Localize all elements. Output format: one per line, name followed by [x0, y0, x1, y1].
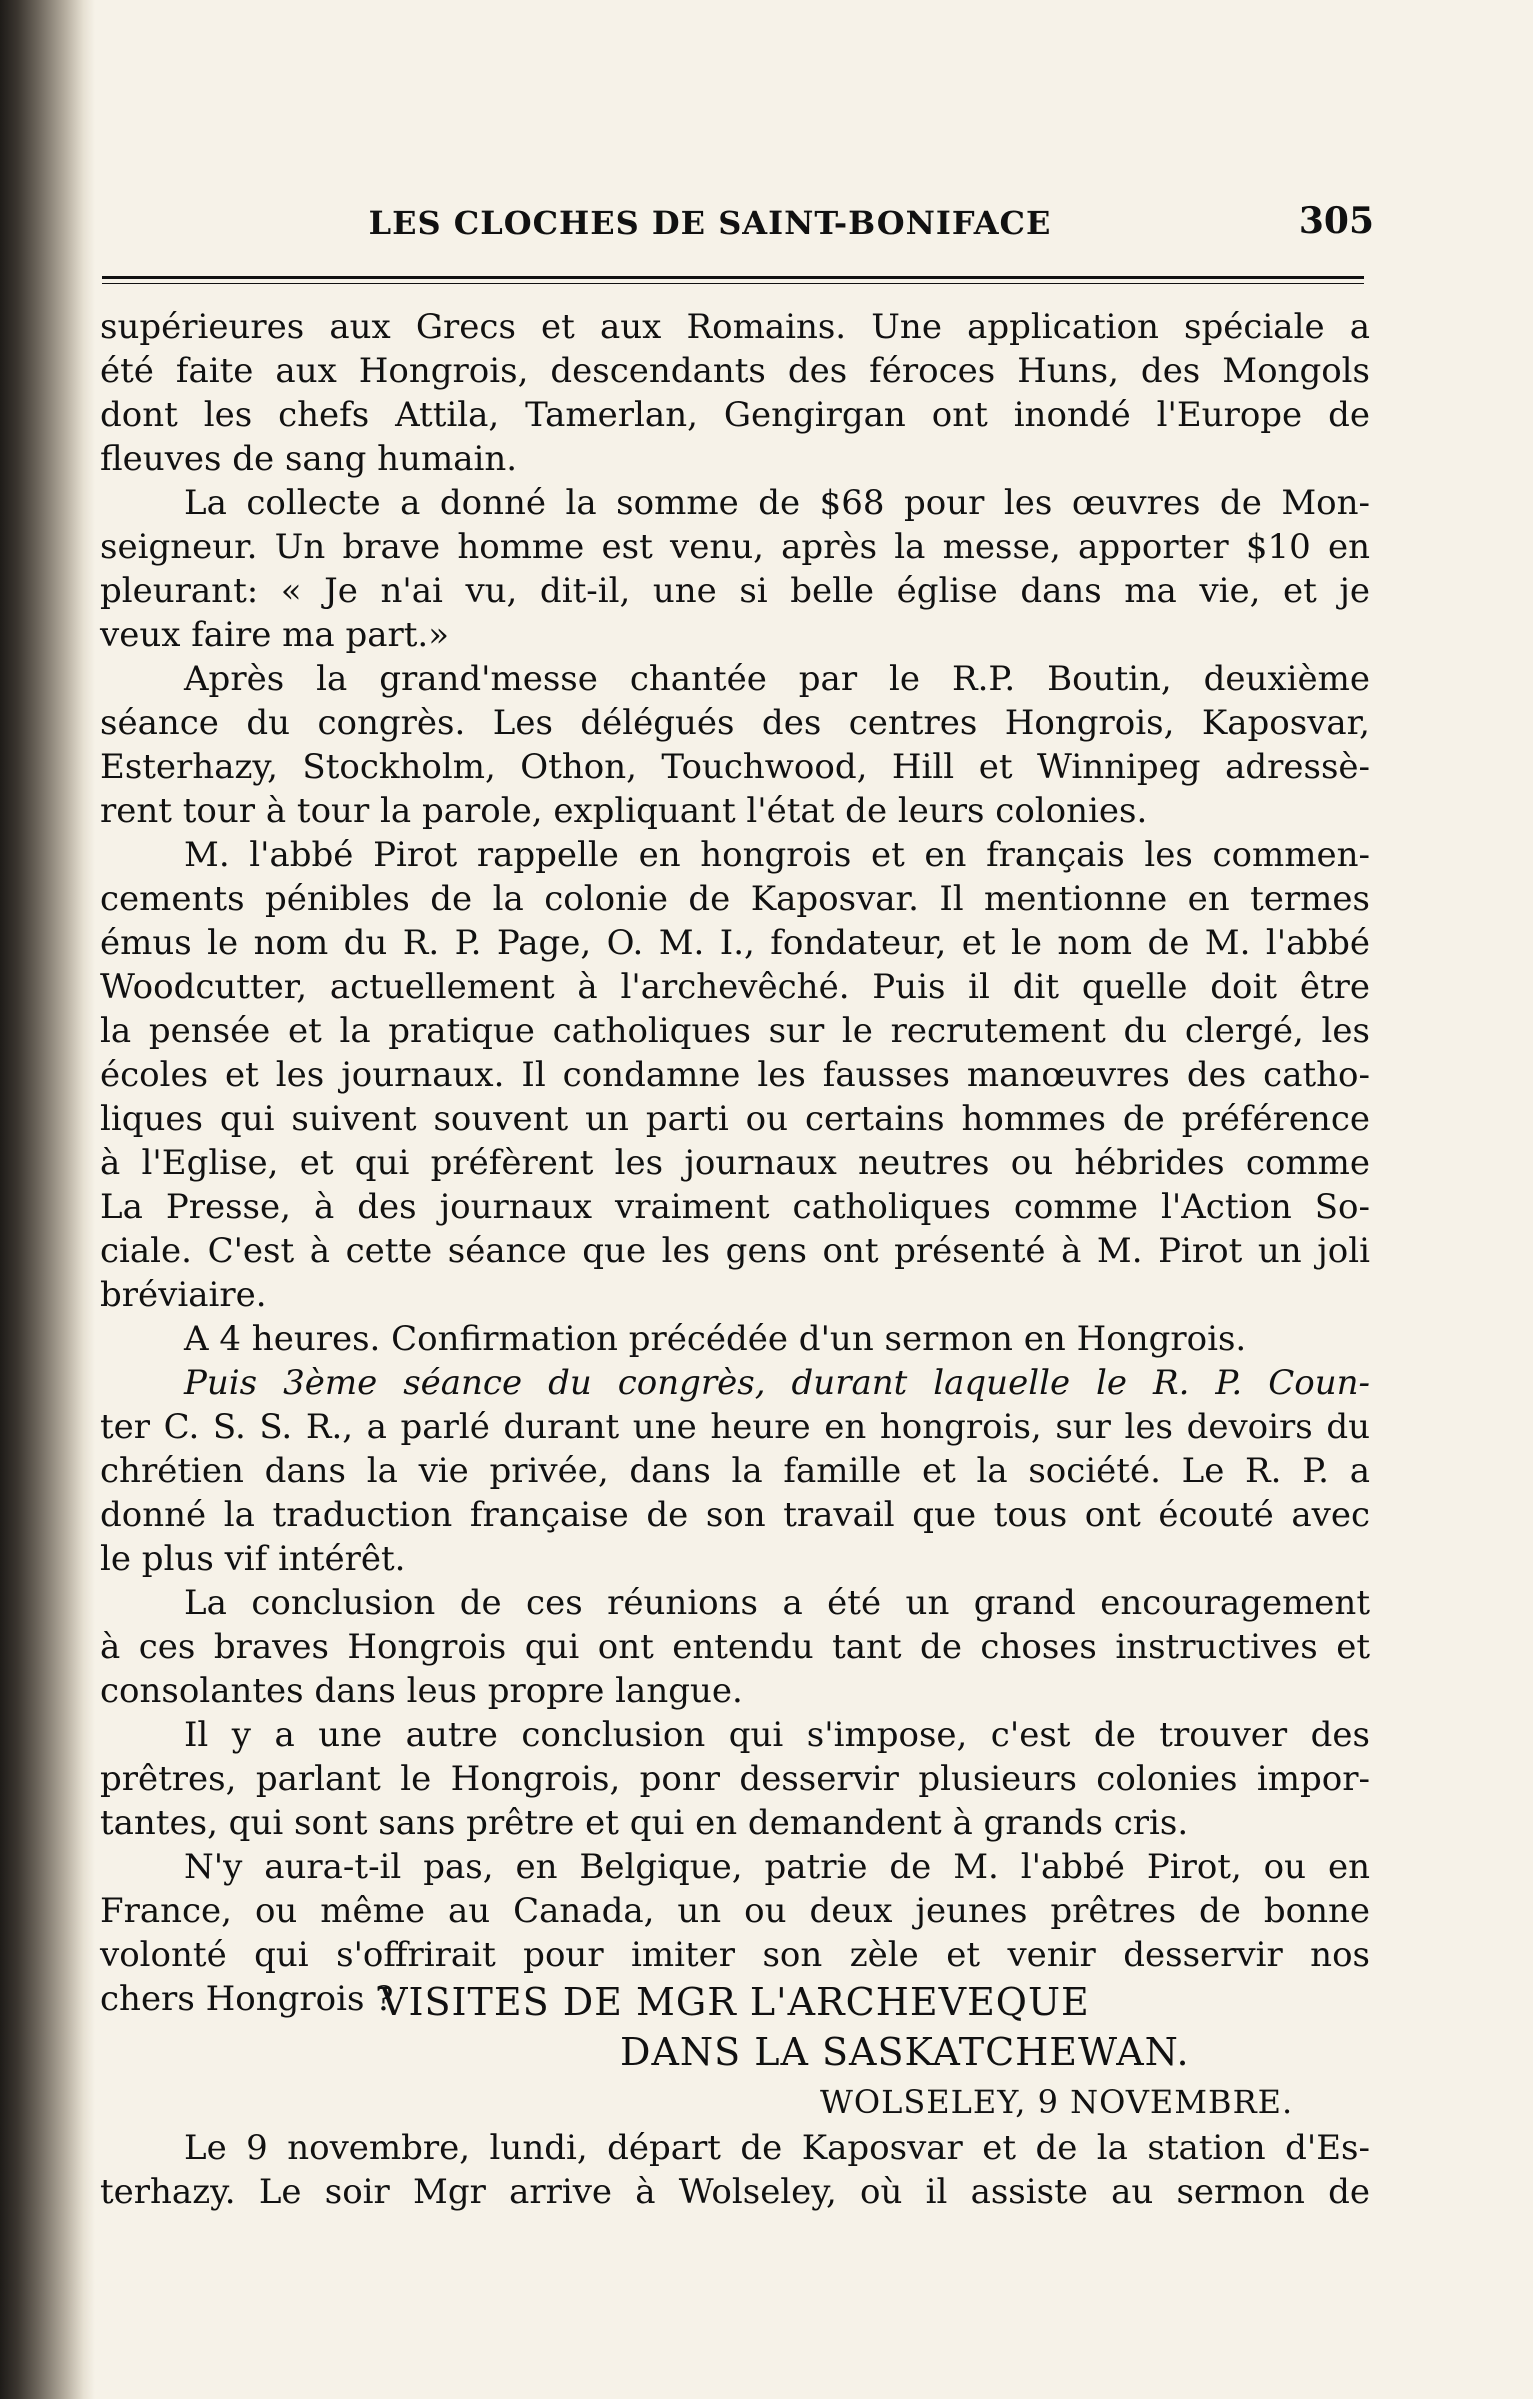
text-line: Le 9 novembre, lundi, départ de Kaposvar et de la station d'Es-: [184, 2128, 1370, 2168]
text-line: le plus vif intérêt.: [100, 1539, 406, 1579]
binding-shadow: [0, 0, 95, 2399]
text-line: A 4 heures. Confirmation précédée d'un sermon en Hongrois.: [184, 1319, 1247, 1359]
text-line: bréviaire.: [100, 1275, 267, 1315]
text-line: volonté qui s'offrirait pour imiter son zèle et venir desservir nos: [100, 1935, 1370, 1975]
text-line: à l'Eglise, et qui préfèrent les journaux neutres ou hébrides comme: [100, 1143, 1370, 1183]
section-heading-continued: DANS LA SASKATCHEWAN.: [620, 2030, 1190, 2074]
text-line: La collecte a donné la somme de $68 pour les œuvres de Mon-: [184, 483, 1370, 523]
text-line: donné la traduction française de son travail que tous ont écouté avec: [100, 1495, 1370, 1535]
text-line: prêtres, parlant le Hongrois, ponr desservir plusieurs colonies impor-: [100, 1759, 1370, 1799]
text-line: Il y a une autre conclusion qui s'impose, c'est de trouver des: [184, 1715, 1370, 1755]
text-line: Esterhazy, Stockholm, Othon, Touchwood, Hill et Winnipeg adressè-: [100, 747, 1370, 787]
page-number: 305: [1298, 200, 1374, 242]
text-line: émus le nom du R. P. Page, O. M. I., fondateur, et le nom de M. l'abbé: [100, 923, 1370, 963]
running-header: LES CLOCHES DE SAINT-BONIFACE: [368, 204, 1052, 242]
text-line: chers Hongrois ?: [100, 1979, 394, 2019]
section-heading: VISITES DE MGR L'ARCHEVEQUE: [380, 1980, 1090, 2024]
text-line: Après la grand'messe chantée par le R.P. Boutin, deuxième: [184, 659, 1370, 699]
text-line: à ces braves Hongrois qui ont entendu tant de choses instructives et: [100, 1627, 1370, 1667]
text-line: France, ou même au Canada, un ou deux jeunes prêtres de bonne: [100, 1891, 1370, 1931]
header-rule-top: [102, 276, 1364, 279]
text-line: la pensée et la pratique catholiques sur le recrutement du clergé, les: [100, 1011, 1370, 1051]
text-line: chrétien dans la vie privée, dans la famille et la société. Le R. P. a: [100, 1451, 1370, 1491]
text-line: pleurant: « Je n'ai vu, dit-il, une si belle église dans ma vie, et je: [100, 571, 1370, 611]
text-line: écoles et les journaux. Il condamne les fausses manœuvres des catho-: [100, 1055, 1370, 1095]
text-line: cements pénibles de la colonie de Kaposvar. Il mentionne en termes: [100, 879, 1370, 919]
text-line: consolantes dans leus propre langue.: [100, 1671, 743, 1711]
text-line: ciale. C'est à cette séance que les gens ont présenté à M. Pirot un joli: [100, 1231, 1370, 1271]
text-line: Puis 3ème séance du congrès, durant laquelle le R. P. Coun-: [184, 1363, 1370, 1403]
text-line: dont les chefs Attila, Tamerlan, Gengirgan ont inondé l'Europe de: [100, 395, 1370, 435]
text-line: été faite aux Hongrois, descendants des féroces Huns, des Mongols: [100, 351, 1370, 391]
text-line: veux faire ma part.»: [100, 615, 449, 655]
text-line: liques qui suivent souvent un parti ou certains hommes de préférence: [100, 1099, 1370, 1139]
text-line: séance du congrès. Les délégués des centres Hongrois, Kaposvar,: [100, 703, 1370, 743]
dateline: WOLSELEY, 9 NOVEMBRE.: [820, 2083, 1294, 2121]
text-line: Woodcutter, actuellement à l'archevêché. Puis il dit quelle doit être: [100, 967, 1370, 1007]
text-line: fleuves de sang humain.: [100, 439, 518, 479]
text-line: rent tour à tour la parole, expliquant l'état de leurs colonies.: [100, 791, 1148, 831]
text-line: La Presse, à des journaux vraiment catholiques comme l'Action So-: [100, 1187, 1370, 1227]
text-line: supérieures aux Grecs et aux Romains. Une application spéciale a: [100, 307, 1370, 347]
header-rule-bottom: [102, 283, 1364, 284]
text-line: ter C. S. S. R., a parlé durant une heure en hongrois, sur les devoirs du: [100, 1407, 1370, 1447]
text-line: seigneur. Un brave homme est venu, après la messe, apporter $10 en: [100, 527, 1370, 567]
text-line: terhazy. Le soir Mgr arrive à Wolseley, où il assiste au sermon de: [100, 2172, 1370, 2212]
text-line: La conclusion de ces réunions a été un grand encouragement: [184, 1583, 1370, 1623]
text-line: tantes, qui sont sans prêtre et qui en demandent à grands cris.: [100, 1803, 1189, 1843]
text-line: N'y aura-t-il pas, en Belgique, patrie de M. l'abbé Pirot, ou en: [184, 1847, 1370, 1887]
text-line: M. l'abbé Pirot rappelle en hongrois et en français les commen-: [184, 835, 1370, 875]
